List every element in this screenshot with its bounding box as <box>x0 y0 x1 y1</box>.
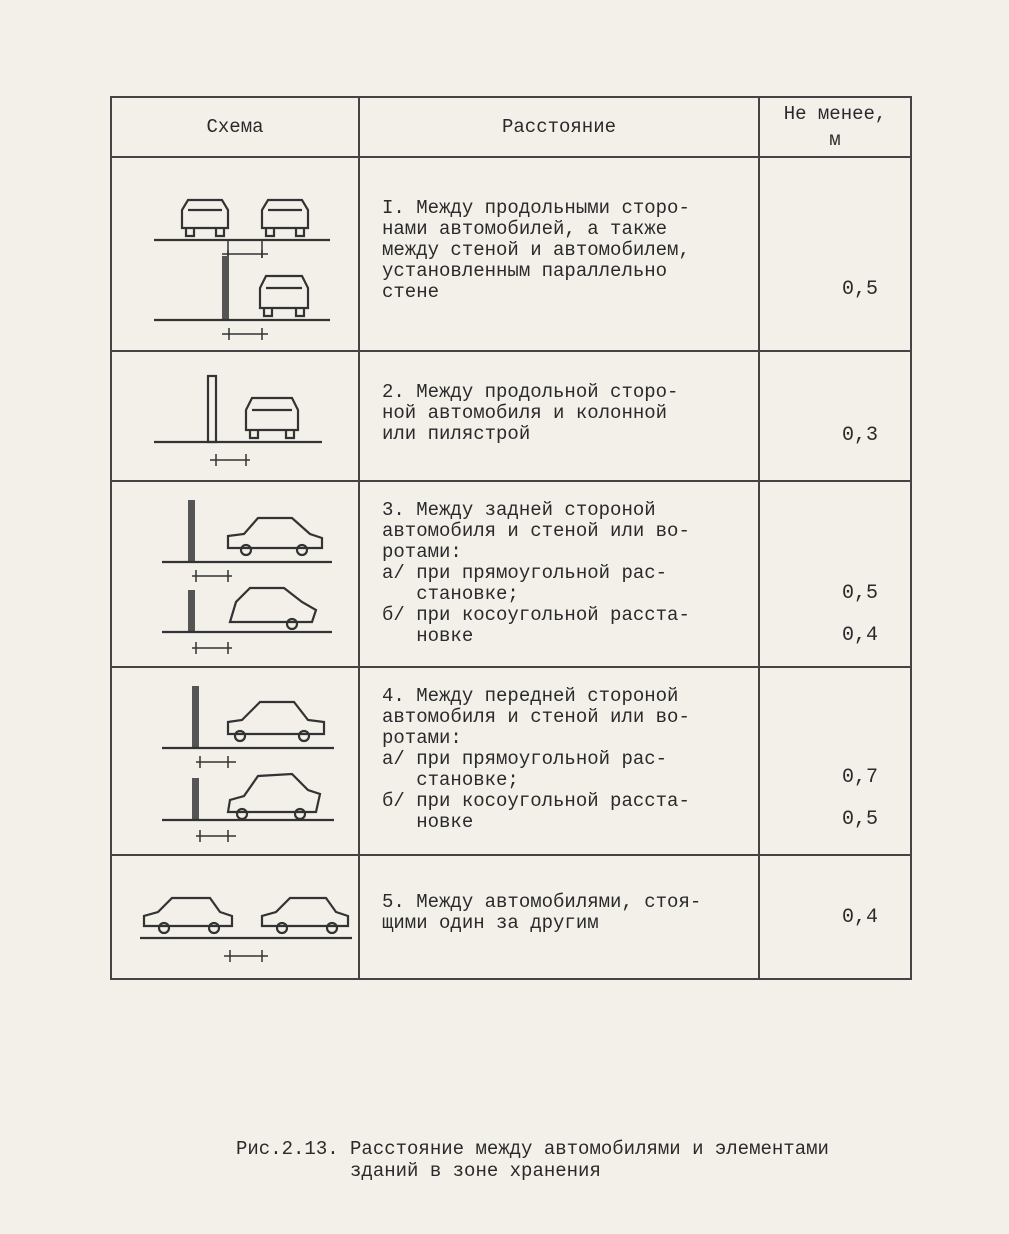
distance-cell-1 <box>359 157 759 351</box>
value-4b: 0,5 <box>841 808 878 831</box>
distance-text-1: I. Между продольными сторо- нами автомобилей, а также между стеной и автомобилем, установленным параллельно стене <box>382 197 690 303</box>
caption-line-2: зданий в зоне хранения <box>236 1160 601 1182</box>
value-cell-5 <box>759 855 911 979</box>
value-cell-2 <box>759 351 911 481</box>
scheme-diagram-1 <box>112 158 358 350</box>
value-cell-3 <box>759 481 911 667</box>
car-side-icon <box>262 898 348 933</box>
header-min <box>759 97 911 157</box>
value-3a: 0,5 <box>841 582 878 605</box>
car-front-icon <box>182 200 228 236</box>
distance-text-4: 4. Между передней стороной автомобиля и стеной или во- ротами: а/ при прямоугольной рас- становке; б/ при косоугольной расста- новке <box>382 685 690 833</box>
scheme-diagram-2 <box>112 352 358 480</box>
header-distance: Расстояние <box>359 97 759 157</box>
value-2: 0,3 <box>841 424 878 447</box>
value-1: 0,5 <box>841 278 878 301</box>
caption-line-1: Рис.2.13. Расстояние между автомобилями и элементами <box>236 1138 829 1160</box>
wall-icon <box>188 590 195 632</box>
wall-icon <box>222 256 229 320</box>
wall-icon <box>192 778 199 820</box>
scheme-cell-2 <box>111 351 359 481</box>
table-row-3 <box>111 481 911 667</box>
car-side-icon <box>228 518 322 555</box>
distance-cell-3 <box>359 481 759 667</box>
value-4a: 0,7 <box>841 766 878 789</box>
distance-cell-4 <box>359 667 759 855</box>
value-cell-4 <box>759 667 911 855</box>
distance-cell-2 <box>359 351 759 481</box>
header-row <box>111 97 911 157</box>
value-3b: 0,4 <box>841 624 878 647</box>
table-row-5 <box>111 855 911 979</box>
distance-text-2: 2. Между продольной сторо- ной автомобиля и колонной или пилястрой <box>382 381 679 445</box>
scheme-cell-5 <box>111 855 359 979</box>
car-side-icon <box>230 588 316 629</box>
table-row-4 <box>111 667 911 855</box>
distance-table <box>110 96 912 980</box>
scheme-diagram-3 <box>112 482 358 666</box>
car-front-icon <box>262 200 308 236</box>
distance-cell-5 <box>359 855 759 979</box>
car-front-icon <box>246 398 298 438</box>
table-row-2 <box>111 351 911 481</box>
header-scheme: Схема <box>111 97 359 157</box>
table-row-1 <box>111 157 911 351</box>
car-front-icon <box>260 276 308 316</box>
wall-icon <box>188 500 195 562</box>
distance-text-3: 3. Между задней стороной автомобиля и стеной или во- ротами: а/ при прямоугольной рас- становке; б/ при косоугольной расста- новке <box>382 499 690 647</box>
car-side-icon <box>144 898 232 933</box>
column-icon <box>208 376 216 442</box>
car-side-icon <box>228 702 324 741</box>
distance-text-5: 5. Между автомобилями, стоя- щими один за другим <box>382 891 702 934</box>
scheme-diagram-5 <box>112 856 358 978</box>
scheme-cell-1 <box>111 157 359 351</box>
car-side-icon <box>228 774 320 819</box>
value-5: 0,4 <box>841 906 878 929</box>
scheme-cell-3 <box>111 481 359 667</box>
wall-icon <box>192 686 199 748</box>
value-cell-1 <box>759 157 911 351</box>
header-unit: м <box>829 129 841 151</box>
scheme-diagram-4 <box>112 668 358 854</box>
figure-caption <box>236 1138 829 1182</box>
scheme-cell-4 <box>111 667 359 855</box>
header-min-label: Не менее, <box>783 103 887 125</box>
